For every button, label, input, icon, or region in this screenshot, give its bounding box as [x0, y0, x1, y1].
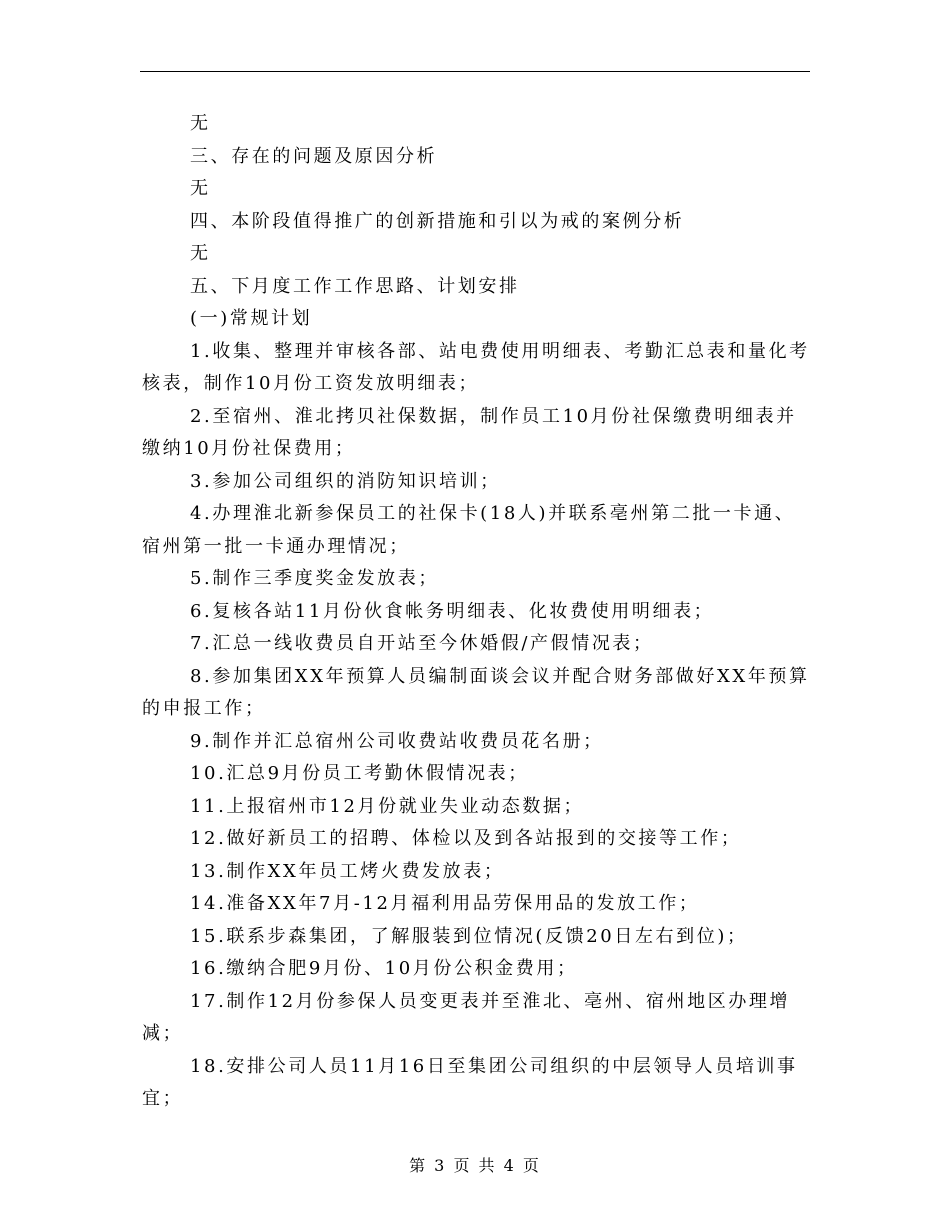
list-item: 4.办理淮北新参保员工的社保卡(18人)并联系亳州第二批一卡通、宿州第一批一卡通办理情况； [142, 503, 796, 557]
section-heading: 四、本阶段值得推广的创新措施和引以为戒的案例分析 [190, 210, 685, 232]
list-item: 13.制作XX年员工烤火费发放表； [190, 860, 505, 882]
list-item: 7.汇总一线收费员自开站至今休婚假/产假情况表； [190, 633, 654, 654]
list-item: 9.制作并汇总宿州公司收费站收费员花名册； [190, 730, 604, 752]
list-item: 3.参加公司组织的消防知识培训； [190, 470, 501, 492]
section-heading: 五、下月度工作工作思路、计划安排 [190, 275, 520, 297]
list-item: 6.复核各站11月份伙食帐务明细表、化妆费使用明细表； [190, 600, 715, 622]
list-item: 17.制作12月份参保人员变更表并至淮北、亳州、宿州地区办理增减； [142, 990, 791, 1044]
list-item: 14.准备XX年7月-12月福利用品劳保用品的发放工作； [190, 893, 700, 914]
list-item: 2.至宿州、淮北拷贝社保数据，制作员工10月份社保缴费明细表并缴纳10月份社保费用； [142, 405, 797, 459]
header-rule [140, 71, 810, 72]
list-item: 5.制作三季度奖金发放表； [190, 568, 439, 589]
list-item: 1.收集、整理并审核各部、站电费使用明细表、考勤汇总表和量化考核表，制作10月份工资发放明细表； [142, 340, 810, 394]
page-number-footer: 第 3 页 共 4 页 [409, 1156, 541, 1175]
list-item: 8.参加集团XX年预算人员编制面谈会议并配合财务部做好XX年预算的申报工作； [142, 665, 810, 719]
section-heading: 三、存在的问题及原因分析 [190, 145, 438, 167]
paragraph: 无 [190, 243, 211, 264]
list-item: 18.安排公司人员11月16日至集团公司组织的中层领导人员培训事宜； [142, 1055, 798, 1109]
document-body [142, 108, 810, 1116]
list-item: 10.汇总9月份员工考勤休假情况表； [190, 763, 529, 784]
subsection-heading: (一)常规计划 [190, 308, 313, 329]
list-item: 12.做好新员工的招聘、体检以及到各站报到的交接等工作； [190, 828, 742, 849]
list-item: 16.缴纳合肥9月份、10月份公积金费用； [190, 958, 578, 979]
list-item: 11.上报宿州市12月份就业失业动态数据； [190, 795, 585, 817]
list-item: 15.联系步森集团，了解服装到位情况(反馈20日左右到位)； [190, 925, 748, 947]
paragraph: 无 [190, 178, 211, 199]
paragraph: 无 [190, 113, 211, 134]
